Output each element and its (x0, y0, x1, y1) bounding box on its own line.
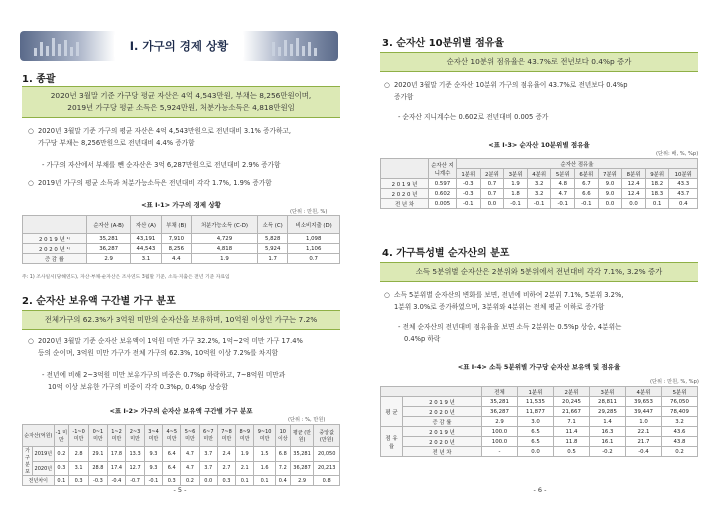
table-4-unit: (단위 : 만원, %, %p) (650, 379, 699, 385)
header-cell: 10 이상 (275, 425, 290, 447)
section-2-paragraph-2: - 전년에 비해 2~3억원 미만 보유가구의 비중은 0.7%p 하락하고, 7~8억원 미만과 10억 이상 보유한 가구의 비중이 각각 0.3%p, 0.4%p 상승함 (42, 371, 286, 391)
section-1-paragraph-1: ○ 2020년 3월말 기준 가구의 평균 자산은 4억 4,543만원으로 전년대비 3.1% 증가하고, 가구당 부채는 8,256만원으로 전년대비 4.4% 증가함 (28, 127, 292, 147)
banner-pattern-right (272, 36, 324, 56)
header-cell: 전체 (481, 387, 517, 397)
section-1-title: 1. 종괄 (22, 74, 56, 85)
header-cell: 1~2 미만 (107, 425, 126, 447)
table-4 (380, 386, 698, 457)
table-4-caption: <표 Ⅰ-4> 소득 5분위별 가구당 순자산 보유액 및 점유율 (457, 363, 621, 371)
header-cell: 자산 (A) (131, 216, 161, 234)
chapter-banner (20, 31, 338, 61)
table-row: 2 0 2 0 년 0.602 -0.3 0.7 1.8 3.2 4.7 6.6 9.0 12.4 18.3 43.7 (381, 189, 698, 199)
header-cell: 6~7 미만 (199, 425, 217, 447)
header-cell: 4분위 (625, 387, 661, 397)
section-2-summary-box: 전체가구의 62.3%가 3억원 미만의 순자산을 보유하며, 10억원 이상인 가구는 7.2% (22, 310, 340, 330)
header-cell: 5분위 (551, 169, 575, 179)
header-cell: 3분위 (589, 387, 625, 397)
page-number-right: - 6 - (533, 486, 547, 494)
page-right (360, 0, 720, 508)
header-cell: 7~8 미만 (217, 425, 235, 447)
header-cell: 9분위 (645, 169, 669, 179)
table-row: 증 감 률 2.9 3.0 7.1 1.4 1.0 3.2 (381, 417, 698, 427)
table-2-unit: (단위 : %, 만원) (288, 417, 326, 423)
section-4-summary-box: 소득 5분위별 순자산은 2분위와 5분위에서 전년대비 각각 7.1%, 3.2% 증가 (380, 262, 698, 282)
header-cell: 8분위 (622, 169, 646, 179)
section-1-paragraph-3: ○ 2019년 가구의 평균 소득과 처분가능소득은 전년대비 각각 1.7%, 1.9% 증가함 (28, 178, 346, 190)
table-3 (380, 158, 698, 209)
header-cell: 10분위 (669, 169, 698, 179)
header-cell: -1~0 미만 (69, 425, 89, 447)
table-row: 2 0 2 0 년 ¹⁾ 36,287 44,543 8,256 4,818 5,924 1,106 (23, 244, 340, 254)
summary-line: 2019년 가구당 평균 소득은 5,924만원, 처분가능소득은 4,818만원임 (67, 103, 295, 112)
section-3-paragraph-1: ○ 2020년 3월말 기준 순자산 10분위 가구의 점유율이 43.7%로 전년보다 0.4%p 증가함 (384, 81, 628, 101)
table-row: 2 0 1 9 년 ¹⁾ 35,281 43,191 7,910 4,729 5,828 1,098 (23, 234, 340, 244)
page-number-left: - 5 - (173, 486, 187, 494)
table-2 (22, 424, 340, 486)
header-cell: 2~3 미만 (126, 425, 145, 447)
header-cell: 6분위 (575, 169, 599, 179)
header-cell: 7분위 (598, 169, 622, 179)
summary-line: 2020년 3월말 기준 가구당 평균 자산은 4억 4,543만원, 부채는 8,256만원이며, (50, 91, 312, 100)
section-3-paragraph-2: - 순자산 지니계수는 0.602로 전년대비 0.005 증가 (398, 113, 549, 121)
header-cell: 소득 (C) (257, 216, 287, 234)
table-row: 2 0 2 0 년 100.0 6.5 11.8 16.1 21.7 43.8 (381, 437, 698, 447)
header-cell: 순자산(억원) (23, 425, 55, 447)
table-row: 전 년 차 0.005 -0.1 0.0 -0.1 -0.1 -0.1 -0.1 0.0 0.0 0.1 0.4 (381, 199, 698, 209)
header-cell: 중앙값 (만원) (314, 425, 340, 447)
table-3-caption: <표 Ⅰ-3> 순자산 10분위별 점유율 (488, 141, 590, 149)
circle-bullet-icon: ○ (28, 337, 34, 345)
header-cell: 평균 (만원) (290, 425, 314, 447)
table-row: 2020년 0.3 3.1 28.8 17.4 12.7 9.3 6.4 4.7 3.7 2.7 2.1 1.6 7.2 36,287 20,213 (23, 461, 340, 476)
header-cell (23, 216, 87, 234)
table-row: 2 0 2 0 년 36,287 11,877 21,667 29,285 39,447 78,409 (381, 407, 698, 417)
table-row: 전 년 차 - 0.0 0.5 -0.2 -0.4 0.2 (381, 447, 698, 457)
circle-bullet-icon: ○ (28, 127, 34, 135)
header-cell: 3분위 (504, 169, 528, 179)
header-cell: 5~6 미만 (181, 425, 199, 447)
table-3-unit: (단위: 배, %, %p) (656, 151, 699, 157)
section-4-paragraph-1: ○ 소득 5분위별 순자산의 변화를 보면, 전년에 비하여 2분위 7.1%, 5분위 3.2%, 1분위 3.0%로 증가하였으며, 3분위와 4분위는 전체 평균 이하로 증가함 (384, 291, 624, 311)
header-cell: 비소비지출 (D) (288, 216, 340, 234)
header-cell: -1 미만 (54, 425, 68, 447)
table-row: 전년차이 0.1 0.3 -0.3 -0.4 -0.7 -0.1 0.3 0.2 0.0 0.3 0.1 0.1 0.4 2.9 0.8 (23, 476, 340, 486)
header-cell: 2분위 (553, 387, 589, 397)
header-cell: 순자산 (A-B) (87, 216, 131, 234)
section-4-paragraph-2: - 전체 순자산의 전년대비 점유율을 보면 소득 2분위는 0.5%p 상승, 4분위는 0.4%p 하락 (398, 323, 622, 343)
header-cell: 1분위 (457, 169, 481, 179)
table-row: 2 0 1 9 년 0.597 -0.3 0.7 1.9 3.2 4.8 6.7 9.0 12.4 18.2 43.3 (381, 179, 698, 189)
header-cell: 순자산 점유율 (457, 159, 698, 169)
circle-bullet-icon: ○ (384, 291, 390, 299)
table-1-note: 주: 1) 조사일시(당해연도), 자산·부채·순자산은 조사연도 3월말 기준, 소득·지출은 전년 기준 자료임 (22, 275, 230, 280)
section-1-paragraph-2: - 가구의 자산에서 부채를 뺀 순자산은 3억 6,287만원으로 전년대비 2.9% 증가함 (42, 161, 281, 169)
section-4-title: 4. 가구특성별 순자산의 분포 (382, 248, 510, 259)
header-cell: 부채 (B) (161, 216, 191, 234)
header-cell: 2분위 (480, 169, 504, 179)
section-2-title: 2. 순자산 보유액 구간별 가구 분포 (22, 296, 176, 307)
header-cell: 0~1 미만 (89, 425, 108, 447)
header-cell: 4~5 미만 (163, 425, 181, 447)
chapter-title: Ⅰ. 가구의 경제 상황 (114, 35, 244, 57)
banner-pattern-left (34, 36, 86, 56)
section-1-summary-box (22, 86, 340, 118)
table-row: 증 감 률 2.9 3.1 4.4 1.9 1.7 0.7 (23, 254, 340, 264)
table-row: 평 균 2 0 1 9 년 35,281 11,535 20,245 28,811 39,653 76,050 (381, 397, 698, 407)
section-3-title: 3. 순자산 10분위별 점유율 (382, 38, 505, 49)
section-2-paragraph-1: ○ 2020년 3월말 기준 순자산 보유액이 1억원 미만 가구 32.2%, 1억~2억 미만 가구 17.4% 등의 순이며, 3억원 미만 가구가 전체 가구의 62.3%, 10억원 이상 7.2%를 차지함 (28, 337, 303, 357)
header-cell: 4분위 (527, 169, 551, 179)
table-row: 가구 분포 2019년 0.2 2.8 29.1 17.8 13.3 9.3 6.4 4.7 3.7 2.4 1.9 1.5 6.8 35,281 20,050 (23, 447, 340, 462)
header-cell: 1분위 (517, 387, 553, 397)
circle-bullet-icon: ○ (28, 179, 34, 187)
header-cell: 8~9 미만 (236, 425, 254, 447)
header-cell: 3~4 미만 (144, 425, 162, 447)
table-row: 점 유 율 2 0 1 9 년 100.0 6.5 11.4 16.3 22.1 43.6 (381, 427, 698, 437)
header-cell: 순자산 지니계수 (429, 159, 457, 179)
table-1-caption: <표 Ⅰ-1> 가구의 경제 상황 (141, 201, 221, 209)
header-cell: 5분위 (661, 387, 697, 397)
table-1-unit: (단위 : 만원, %) (290, 209, 328, 215)
circle-bullet-icon: ○ (384, 81, 390, 89)
table-2-caption: <표 Ⅰ-2> 가구의 순자산 보유액 구간별 가구 분포 (109, 407, 253, 415)
header-cell: 9~10 미만 (254, 425, 275, 447)
table-1 (22, 215, 340, 264)
section-3-summary-box: 순자산 10분위 점유율은 43.7%로 전년보다 0.4%p 증가 (380, 52, 698, 72)
header-cell: 처분가능소득 (C-D) (191, 216, 257, 234)
